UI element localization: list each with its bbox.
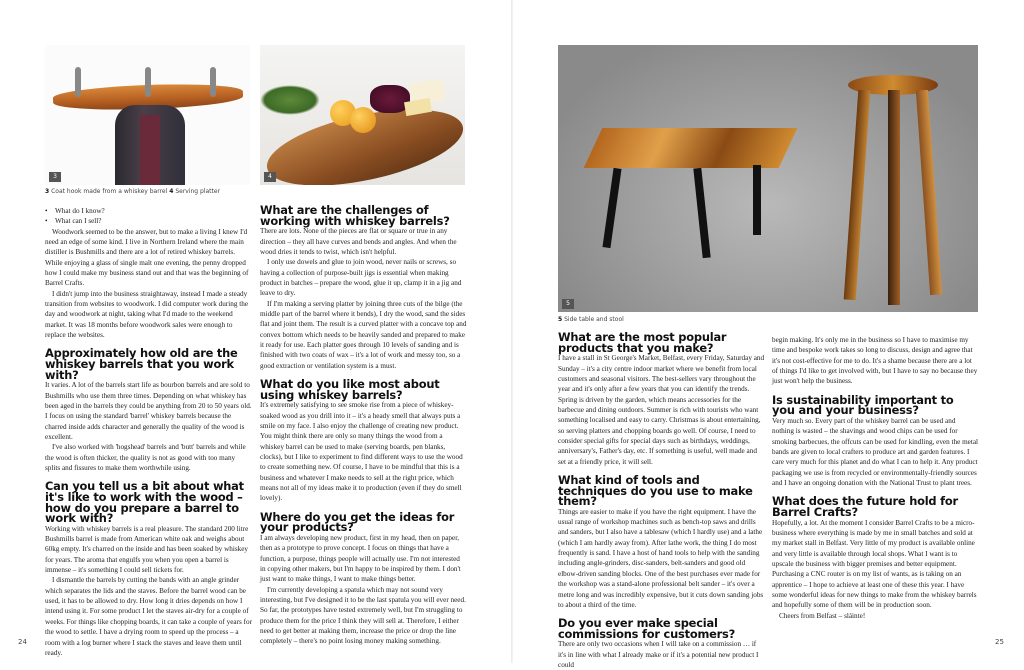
paragraph: I only use dowels and glue to join wood, never nails or screws, so having a collection of purpose-built jigs is essential when making product in batches – prepare the wood, glue it up, clamp it in a jig and leave to dry. [260,258,462,298]
column-1 [45,206,252,658]
paragraph: Hopefully, a lot. At the moment I consider Barrel Crafts to be a micro-business where everything is made by me in small batches and sold at my market stall in Belfast. Very little of my product is available online and very little is available through local shops. What I want is to upscale the business with bigger premises and better equipment. Purchasing a CNC router is on my list of wants, as is taking on an apprentice – I hope to achieve at least one of these this year. I have some wonderful ideas for new things to make from the whiskey barrels and hopefully some of them will be in production soon. [772,518,977,610]
photo-number: 4 [264,172,276,182]
paragraph: I didn't jump into the business straightaway, instead I made a steady transition from websites to woodwork. I did computer work during the day and woodwork at night, taking what I'd made to the weekend market. It was 18 months before woodwork sales were enough to replace the websites. [45,289,249,340]
paragraph: It's extremely satisfying to see smoke rise from a piece of whiskey-soaked wood as you drill into it – it's a heady smell that always puts a smile on my face. I also enjoy the challenge of creating new product. You might think there are only so many things the wood from a whiskey barrel can be used to make (serving boards, pen blanks, clocks), but I like to experiment to find different ways to use the wood to create something new. Of course, I have to be mindful that this is a business and whatever I make needs to sell at the right price, which means not all of my ideas make it to production (even if they do smell lovely). [260,401,463,503]
paragraph: Cheers from Belfast – sláinte! [779,611,866,620]
bullet-item: • What do I know? [45,206,252,216]
paragraph: It varies. A lot of the barrels start life as bourbon barrels and are sold to Bushmills who use them three times. Depending on what whiskey has been aged in the barrels they could be anything from 20 to 50 years old. I focus on using the standard 'barrel' whiskey barrels because the charred inside adds character and generally the quality of the wood is excellent. [45,381,252,441]
section-heading: What kind of tools and techniques do you use to make them? [558,472,753,509]
section-heading: Where do you get the ideas for your products? [260,509,455,535]
left-caption: 3 Coat hook made from a whiskey barrel 4 Serving platter [45,188,221,195]
paragraph: I've also worked with 'hogshead' barrels and 'butt' barrels and while the wood is often thicker, the quality is not as good with too many splits and fissures to make them worthwhile using. [45,443,246,472]
photo-number: 3 [49,172,61,182]
section-heading: Do you ever make special commissions for customers? [558,616,736,641]
paragraph: Working with whiskey barrels is a real pleasure. The standard 200 litre Bushmills barrel is made from American white oak and weighs about 60kg empty. It's charred on the inside and has been soaked by whiskey for years. The aroma that engulfs you when you open a barrel is immense – it's something I could sell tickets for. [45,524,249,575]
paragraph: Woodwork seemed to be the answer, but to make a living I knew I'd need an edge of some kind. I live in Northern Ireland where the main distiller is Bushmills and there are a lot of retired whiskey barrels. While enjoying a glass of single malt one evening, the penny dropped how I could make my business stand out and that was the beginning of Barrel Crafts. [45,227,249,288]
paragraph: Things are easier to make if you have the right equipment. I have the usual range of workshop machines such as bench-top saws and drills and sanders, but I also have a tablesaw (which I hardly use) and a lathe (which I am hardly away from). After lathe work, the thing I do most frequently is sand. I have a host of hand tools to help with the sanding including angle-grinders, disc-sanders, belt-sanders and good old elbow-driven sanding blocks. One of the best purchases ever made for the workshop was a stand-alone professional belt sander – it's over a metre long and was incredibly expensive, but it cuts down sanding jobs to about a third of the time. [558,507,764,609]
photo-number: 5 [562,299,574,309]
table-stool-photo [558,45,978,312]
paragraph: There are only two occasions when I will take on a commission … if it's in line with what I already make or if it's a potential new product I could [558,640,759,670]
right-caption: 5 Side table and stool [558,316,624,323]
serving-platter-photo [260,45,465,185]
section-heading: Is sustainability important to you and your business? [772,392,954,418]
paragraph: I am always developing new product, first in my head, then on paper, then as a prototype to prove concept. I focus on things that have a function, a purpose, things people will actually use. I'm not interested in copying other makers, but I'm happy to be inspired by them. I don't just want to make things, I want to make things better. [260,533,461,584]
column-3 [558,332,765,670]
page-number-left: 24 [18,638,27,646]
paragraph: I'm currently developing a spatula which may not sound very interesting, but I've designed it to be the last spatula you will ever need. So far, the prototypes have tested extremely well, but I'm struggling to produce them for the price I think they will sell at. Therefore, I either need to get better at making them, increase the price or drop the line completely – there's no point losing money making something. [260,585,466,646]
paragraph: begin making. It's only me in the business so I have to maximise my time and bespoke work takes so long to discuss, design and agree that it's not cost-effective for me to do. It's a shame because there are a lot of things I'd like to get involved with, but I have to say no because they just won't help the business. [772,336,978,386]
section-heading: What do you like most about using whiskey barrels? [260,377,440,402]
section-heading: Approximately how old are the whiskey barrels that you work with? [45,346,238,382]
page-number-right: 25 [995,638,1004,646]
column-2 [260,205,467,647]
section-heading: What does the future hold for Barrel Crafts? [772,494,958,519]
section-heading: What are the challenges of working with whiskey barrels? [260,203,450,228]
paragraph: There are lots. None of the pieces are flat or square or true in any direction – they all have curves and bends and angles. And when the wood dries it tends to twist, which isn't helpful. [260,227,457,256]
paragraph: I dismantle the barrels by cutting the bands with an angle grinder which separates the lids and the staves. Before the barrel wood can be used, it has to be allowed to dry. How long it dries depends on how I intend using it. For some product I let the staves air-dry for a couple of weeks. For things like chopping boards, it can take a couple of years for the wood to settle. I have a drying room to speed up the process – a room with a log burner where I stack the staves and leave them until ready. [45,576,252,657]
paragraph: If I'm making a serving platter by joining three cuts of the bilge (the middle part of the barrel where it bends), I dry the wood, sand the sides flat and joint them. The result is a curved platter with a concave top and convex bottom which needs to be heavily sanded and prepared to make it ready for use. Each platter goes through 10 levels of sanding and is finished with two coats of wax – it's a lot of work and messy too, so a good extraction or ventilation system is a must. [260,299,467,370]
paragraph: I have a stall in St George's Market, Belfast, every Friday, Saturday and Sunday – it's a city centre indoor market where we benefit from local customers and seasonal visitors. The best-sellers vary throughout the year and it's only after a few years that you can identify the trends. Spring is driven by the garden, which means accessories for the barbecue and dining outdoors. Summer is rich with tourists who want something localised and easy to carry. Christmas is about entertaining, so serving platters and chopping boards go well. Of course, I need to consider special gifts for special days such as birthdays, weddings, anniversary's, Father's day, etc. If something is useful, well made and set at a friendly price, it will sell. [558,354,765,466]
column-4 [772,335,979,621]
paragraph: Very much so. Every part of the whiskey barrel can be used and nothing is wasted – the shavings and wood chips can be used for smoking barbecues, the offcuts can be used for kindling, even the metal bands are given to local crafters to produce art and garden features. I care very much for this planet and do what I can to help it. Any product packaging we use is from recycled or environmentally-friendly sources and I have an ongoing donation with the National Trust to plant trees. [772,416,979,487]
section-heading: Can you tell us a bit about what it's like to work with the wood – how do you prepare a barrel to work with? [45,479,244,526]
section-heading: What are the most popular products that you make? [558,330,727,355]
spine-gutter [511,0,513,663]
coat-hook-photo [45,45,250,185]
bullet-item: • What can I sell? [45,216,252,226]
